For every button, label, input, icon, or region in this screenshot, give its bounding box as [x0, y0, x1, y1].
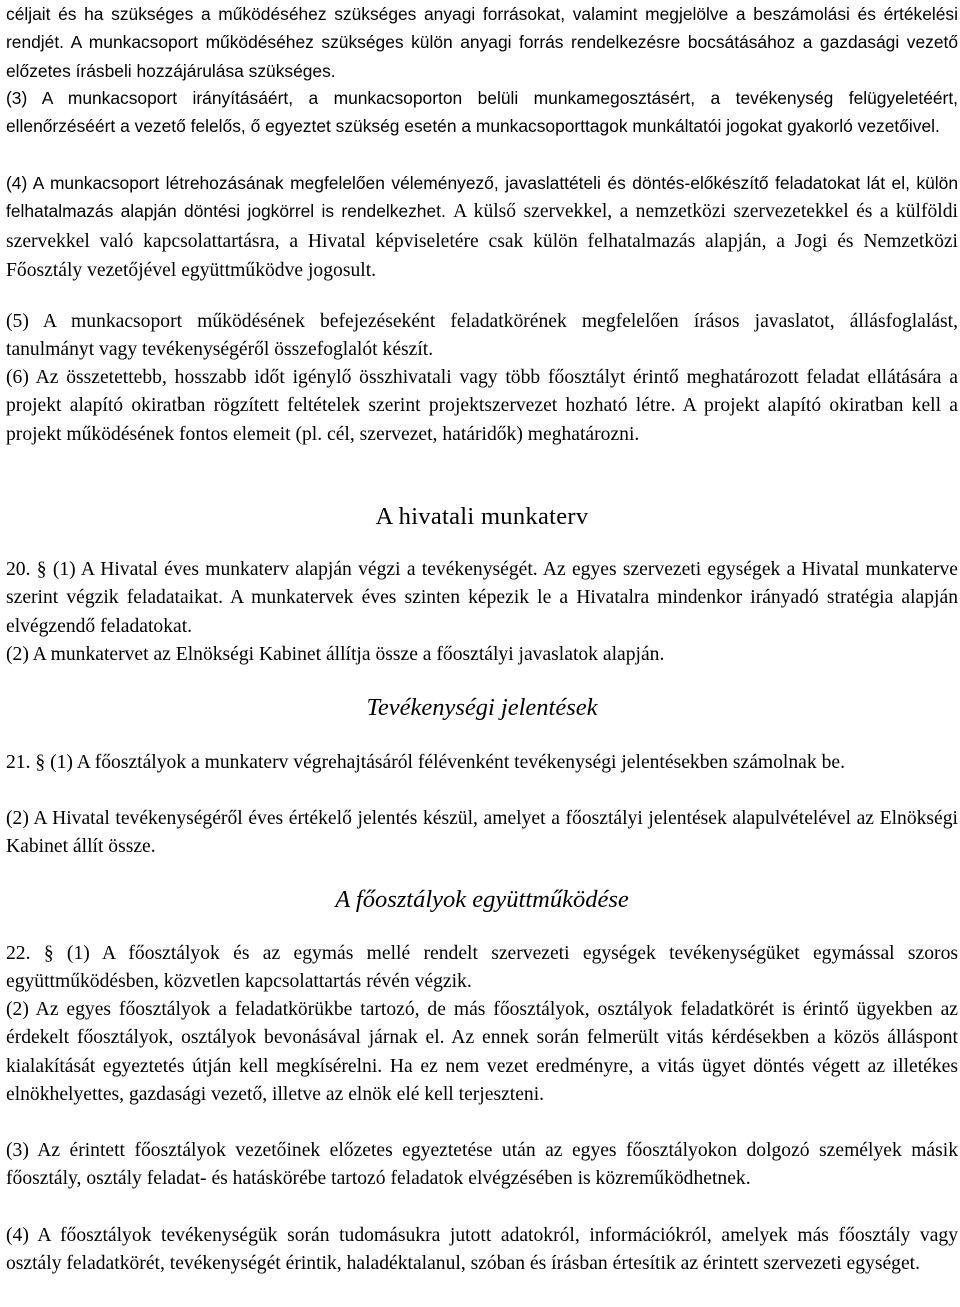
paragraph-3-munkacsoport-iranyitas: (3) A munkacsoport irányításáért, a munkacsoporton belüli munkamegosztásért, a tevékenység felügyeletéért, ellenőrzéséért a vezető felelős, ő egyeztet szükség esetén a munkacsoporttagok munkáltatói jogokat gyakorló vezetőivel.: [6, 88, 958, 137]
paragraph-20-2: (2) A munkatervet az Elnökségi Kabinet állítja össze a főosztályi javaslatok alapján.: [6, 644, 665, 665]
paragraph-22-1: 22. § (1) A főosztályok és az egymás mellé rendelt szervezeti egységek tevékenységüket egymással szoros együttműködésben, közvetlen kapcsolattartás révén végzik.: [6, 943, 958, 993]
paragraph-22-2: (2) Az egyes főosztályok a feladatkörükbe tartozó, de más főosztályok, osztályok feladatkörét is érintő ügyekben az érdekelt főosztályok, osztályok bevonásával járnak el. Az ennek során felmerült vitás kérdésekben a közös álláspont kialakítását egyeztetés útján kell megkísérelni. Ha ez nem vezet eredményre, a vitás ügyet döntés végett az illetékes elnökhelyettes, gazdasági vezető, illetve az elnök elé kell terjeszteni.: [6, 999, 958, 1105]
paragraph-6-projektszervezet: (6) Az összetettebb, hosszabb időt igénylő összhivatali vagy több főosztályt érintő meghatározott feladat ellátására a projekt alapító okiratban rögzített feltételek szerint projektszervezet hozható létre. A projekt alapító okiratban kell a projekt működésének fontos elemeit (pl. cél, szervezet, határidők) meghatározni.: [6, 367, 958, 445]
heading-foosztalyok-egyuttmukodese: A főosztályok együttműködése: [335, 886, 629, 913]
paragraph-22-4: (4) A főosztályok tevékenységük során tudomásukra jutott adatokról, információkról, amelyek más főosztály vagy osztály feladatkörét, tevékenységét érintik, haladéktalanul, szóban és írásban értesítik az érintett szervezeti egységet.: [6, 1225, 958, 1275]
paragraph-22-3: (3) Az érintett főosztályok vezetőinek előzetes egyeztetése után az egyes főosztályokon dolgozó személyek másik főosztály, osztály feladat- és hatáskörébe tartozó feladatok elvégzésében is közreműködhetnek.: [6, 1140, 958, 1190]
paragraph-4-munkacsoport-feladatok: [6, 169, 958, 285]
heading-tevekenysegi-jelentesek: Tevékenységi jelentések: [366, 694, 598, 721]
paragraph-4-part-2: A külső szervekkel, a nemzetközi szervezetekkel és a külföldi szervekkel való kapcsolattartásra, a Hivatal képviseletére csak külön felhatalmazás alapján, a Jogi és Nemzetközi Főosztály vezetőjével együttműködve jogosult.: [6, 201, 958, 281]
paragraph-21-1: 21. § (1) A főosztályok a munkaterv végrehajtásáról félévenként tevékenységi jelentésekben számolnak be.: [6, 752, 845, 773]
paragraph-continuation: céljait és ha szükséges a működéséhez szükséges anyagi forrásokat, valamint megjelölve a beszámolási és értékelési rendjét. A munkacsoport működéséhez szükséges külön anyagi forrás rendelkezésre bocsátásához a gazdasági vezető előzetes írásbeli hozzájárulása szükséges.: [6, 4, 958, 81]
paragraph-21-2: (2) A Hivatal tevékenységéről éves értékelő jelentés készül, amelyet a főosztályi jelentések alapulvételével az Elnökségi Kabinet állít össze.: [6, 808, 958, 858]
paragraph-20-1: 20. § (1) A Hivatal éves munkaterv alapján végzi a tevékenységét. Az egyes szervezeti egységek a Hivatal munkaterve szerint végzik feladataikat. A munkatervek éves szinten képezik le a Hivatalra mindenkor irányadó stratégia alapján elvégzendő feladatokat.: [6, 559, 958, 637]
paragraph-4-part-1: (4) A munkacsoport létrehozásának megfelelően véleményező, javaslattételi és döntés-előkészítő feladatokat lát el, külön felhatalmazás alapján döntési jogkörrel is rendelkezhet.: [6, 173, 958, 222]
paragraph-5-munkacsoport-befejezes: (5) A munkacsoport működésének befejezéseként feladatkörének megfelelően írásos javaslatot, állásfoglalást, tanulmányt vagy tevékenységéről összefoglalót készít.: [6, 311, 958, 361]
heading-hivatali-munkaterv: A hivatali munkaterv: [375, 503, 589, 530]
